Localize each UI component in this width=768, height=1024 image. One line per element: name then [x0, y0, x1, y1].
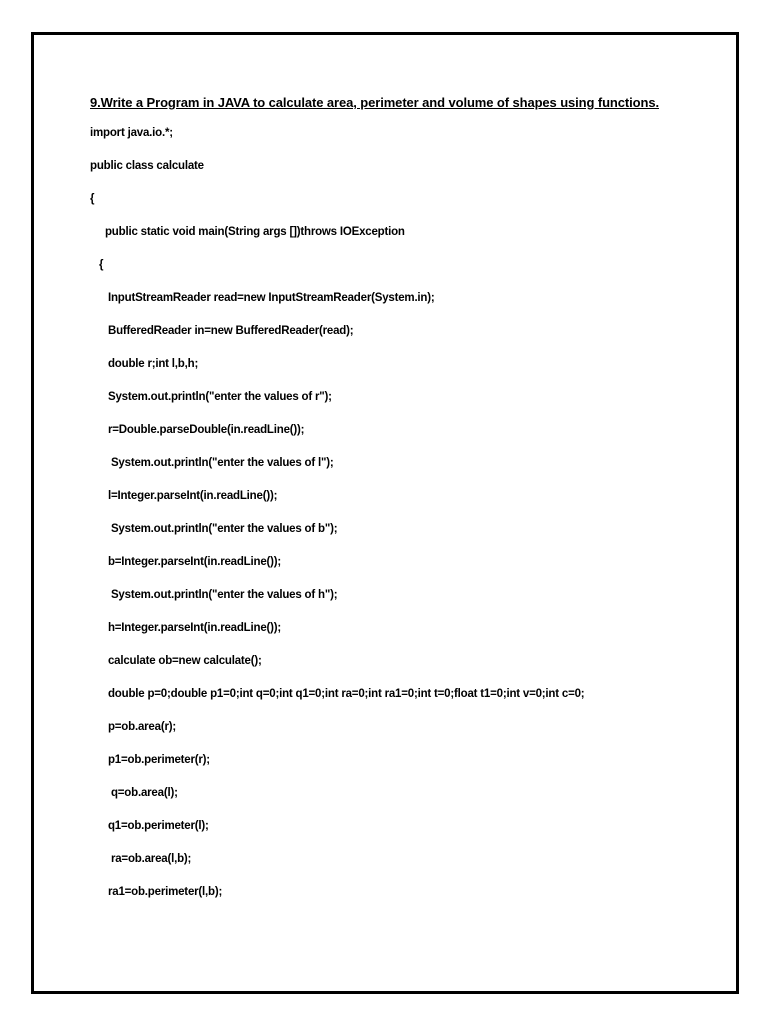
- code-line: import java.io.*;: [90, 127, 173, 139]
- code-line: ra=ob.area(l,b);: [90, 853, 192, 865]
- code-line: b=Integer.parseInt(in.readLine());: [90, 556, 282, 568]
- document-title: 9.Write a Program in JAVA to calculate area, perimeter and volume of shapes using functions.: [90, 95, 659, 110]
- code-line: p1=ob.perimeter(r);: [90, 754, 210, 766]
- code-line: {: [90, 259, 104, 271]
- code-line: q1=ob.perimeter(l);: [90, 820, 209, 832]
- code-line: System.out.println("enter the values of r");: [90, 391, 332, 403]
- code-line: calculate ob=new calculate();: [90, 655, 262, 667]
- code-line: BufferedReader in=new BufferedReader(read);: [90, 325, 354, 337]
- code-line: InputStreamReader read=new InputStreamReader(System.in);: [90, 292, 435, 304]
- code-line: ra1=ob.perimeter(l,b);: [90, 886, 223, 898]
- code-line: public class calculate: [90, 160, 204, 172]
- code-line: q=ob.area(l);: [90, 787, 178, 799]
- code-line: {: [90, 193, 95, 205]
- document-body: [90, 93, 710, 915]
- code-line: l=Integer.parseInt(in.readLine());: [90, 490, 278, 502]
- code-line: h=Integer.parseInt(in.readLine());: [90, 622, 282, 634]
- code-line: double r;int l,b,h;: [90, 358, 199, 370]
- code-line: System.out.println("enter the values of b");: [90, 523, 338, 535]
- code-line: public static void main(String args [])throws IOException: [90, 226, 405, 238]
- code-line: double p=0;double p1=0;int q=0;int q1=0;int ra=0;int ra1=0;int t=0;float t1=0;int v=0;int c=0;: [90, 688, 585, 700]
- code-line: System.out.println("enter the values of h");: [90, 589, 338, 601]
- code-line: p=ob.area(r);: [90, 721, 176, 733]
- code-line: r=Double.parseDouble(in.readLine());: [90, 424, 305, 436]
- code-line: System.out.println("enter the values of l");: [90, 457, 334, 469]
